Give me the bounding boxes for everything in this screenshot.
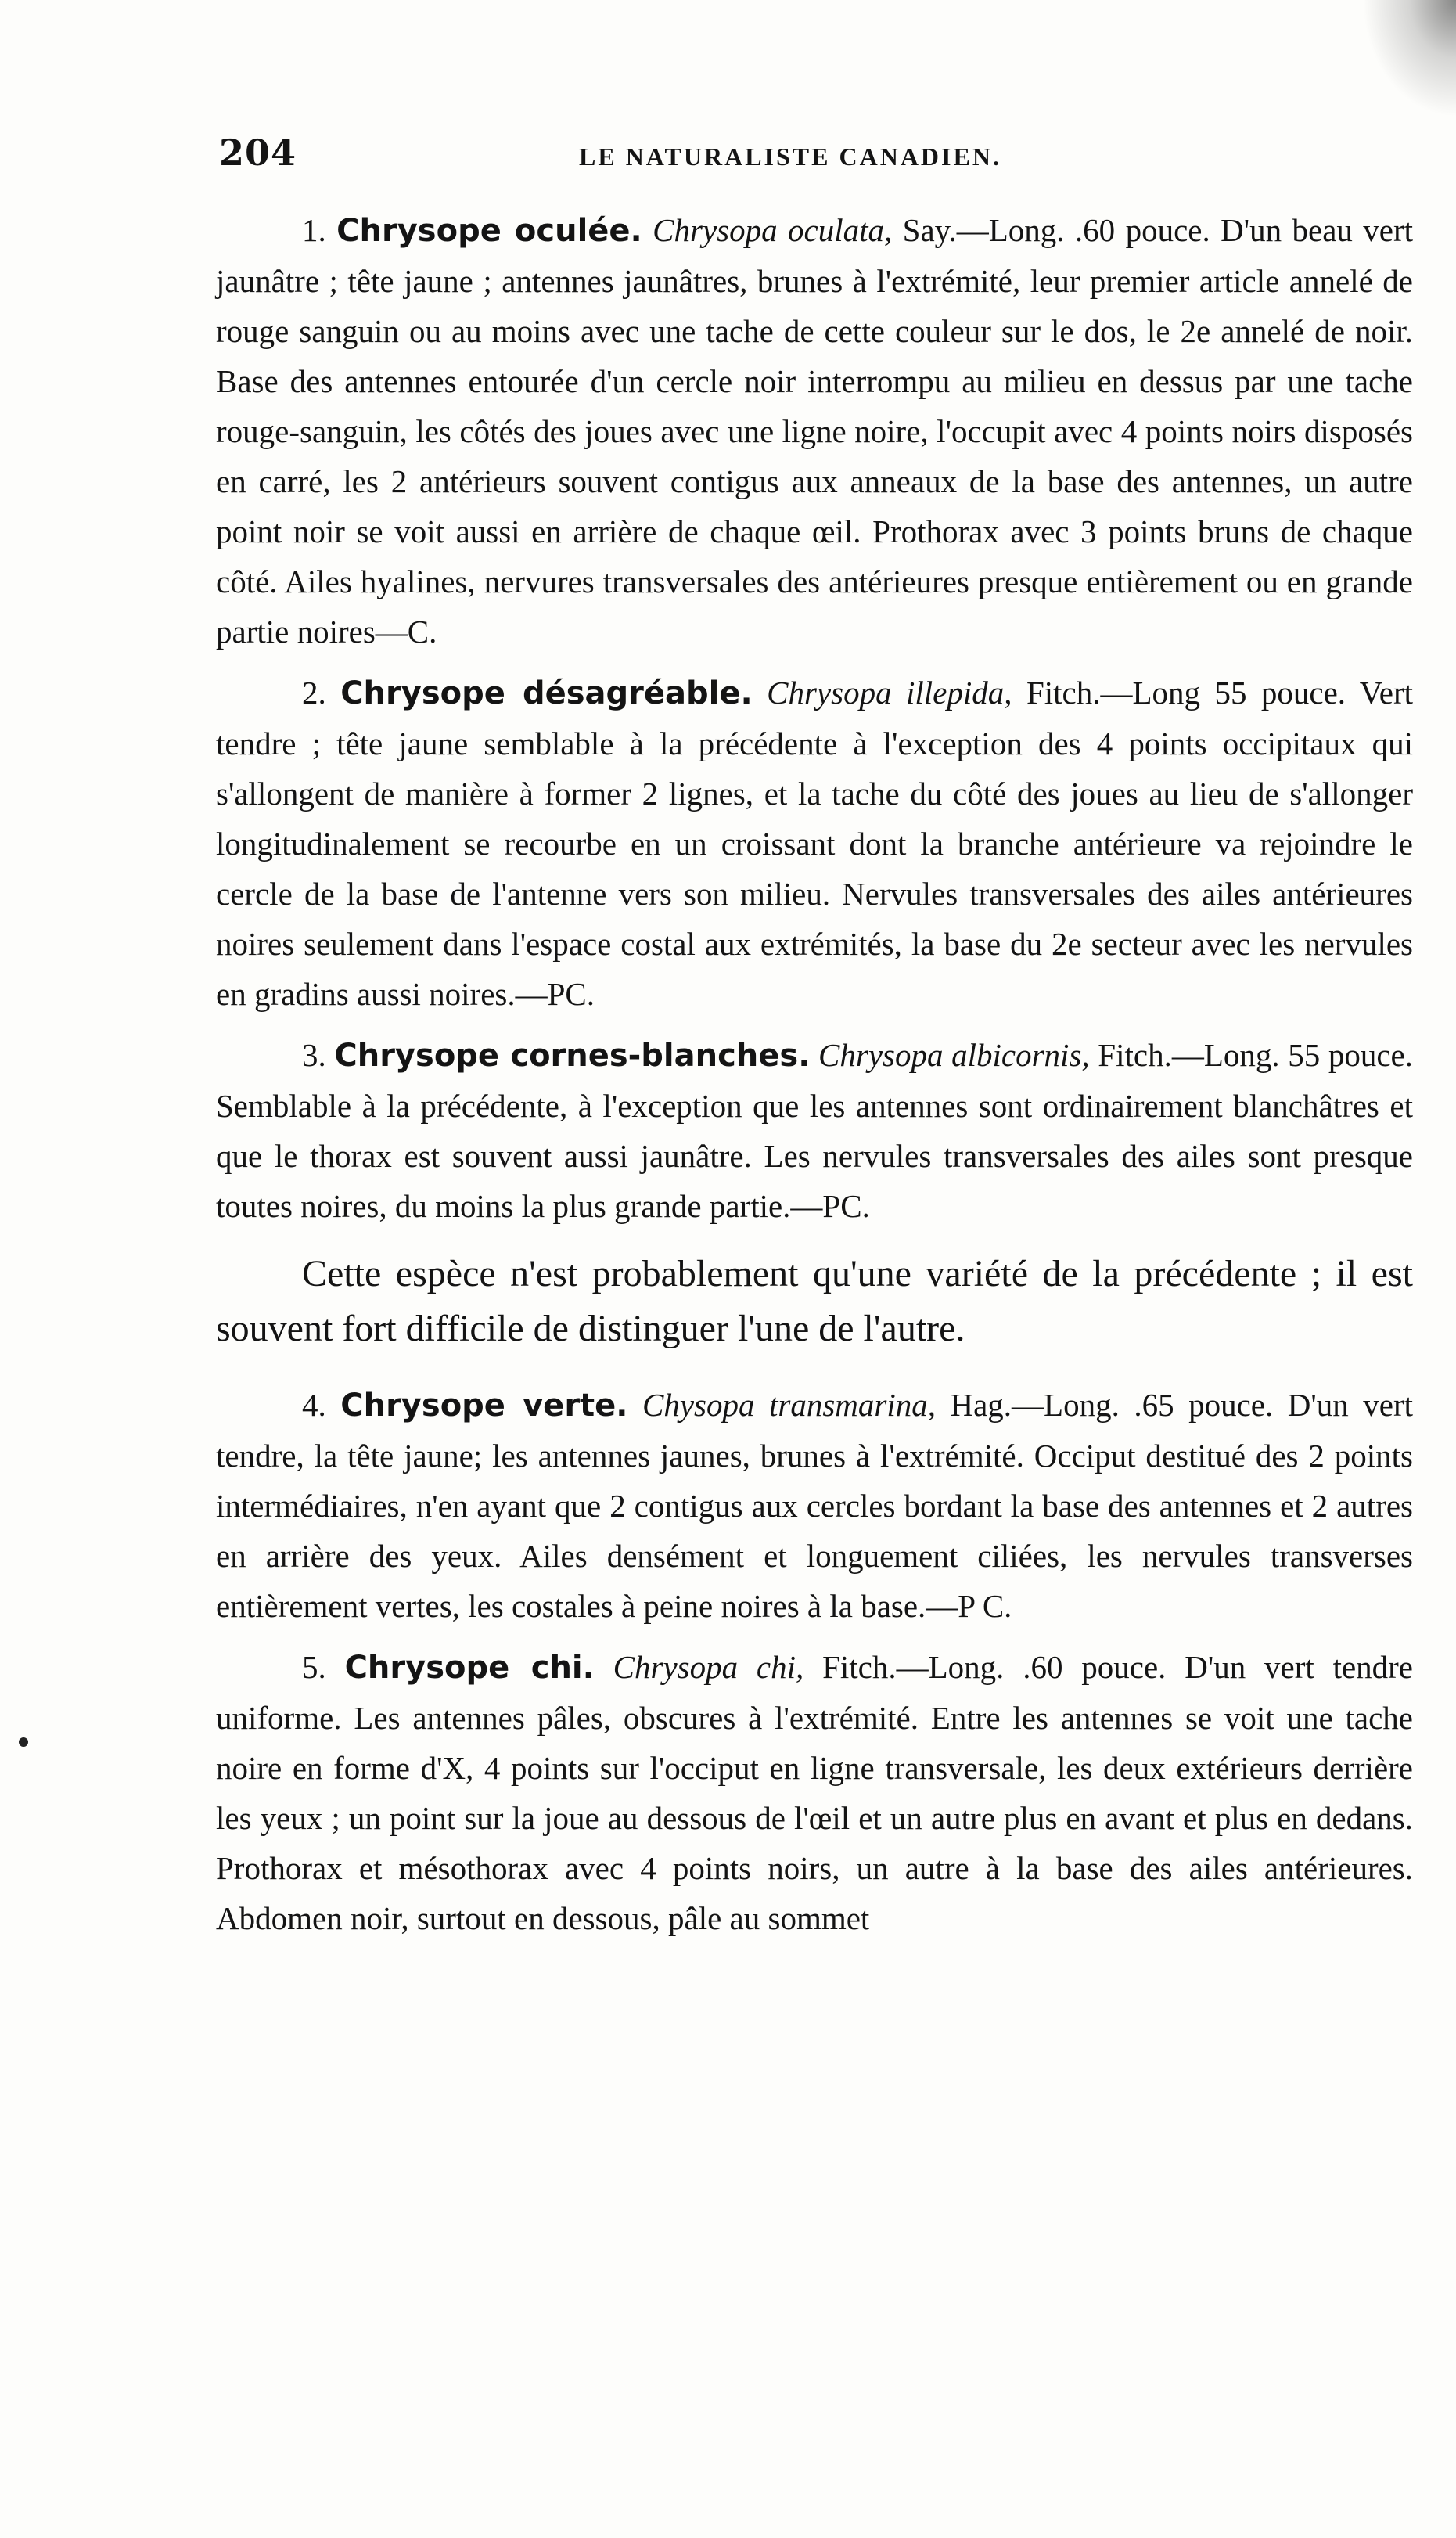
latin-name: Chrysopa albicornis, [818,1037,1090,1073]
editorial-note: Cette espèce n'est probablement qu'une variété de la précédente ; il est souvent fort difficile de distinguer l'une de l'autre. [216,1253,1413,1349]
latin-name: Chrysopa illepida, [767,675,1012,711]
ink-speck [19,1737,28,1747]
entry-number: 4. [302,1387,326,1423]
latin-name: Chysopa transmarina, [642,1387,936,1423]
latin-name: Chrysopa chi, [613,1649,804,1685]
entry-description: Fitch.—Long. 55 pouce. Semblable à la précédente, à l'exception que les antennes sont ordinairement blanchâtres et que le thorax est souvent aussi jaunâtre. Les nervules transversales des ailes sont presque toutes noires, du moins la plus grande partie.—PC. [216,1037,1413,1224]
page-body [216,205,1413,1954]
common-name: Chrysope désagréable. [340,675,753,711]
scan-shadow [1362,0,1456,117]
species-entry-5 [216,1642,1413,1943]
entry-description: Fitch.—Long. .60 pouce. D'un vert tendre uniforme. Les antennes pâles, obscures à l'extrémité. Entre les antennes se voit une tache noire en forme d'X, 4 points sur l'occiput en ligne transversale, les deux extérieurs derrière les yeux ; un point sur la joue au dessous de l'œil et un autre plus en avant et plus en dedans. Prothorax et mésothorax avec 4 points noirs, un autre à la base des ailes antérieures. Abdomen noir, surtout en dessous, pâle au sommet [216,1649,1414,1936]
latin-name: Chrysopa oculata, [653,212,893,248]
common-name: Chrysope chi. [344,1650,595,1686]
entry-description: Hag.—Long. .65 pouce. D'un vert tendre, la tête jaune; les antennes jaunes, brunes à l'extrémité. Occiput destitué des 2 points intermédiaires, n'en ayant que 2 contigus aux cercles bordant la base des antennes et 2 autres en arrière des yeux. Ailes densément et longuement ciliées, les nervules transverses entièrement vertes, les costales à peine noires à la base.—P C. [216,1387,1413,1624]
entry-number: 3. [302,1037,326,1073]
running-head: LE NATURALISTE CANADIEN. [579,142,1001,171]
entry-description: Say.—Long. .60 pouce. D'un beau vert jaunâtre ; tête jaune ; antennes jaunâtres, brunes à l'extrémité, leur premier article annelé de rouge sanguin ou au moins avec une tache de cette couleur sur le dos, le 2e annelé de noir. Base des antennes entourée d'un cercle noir interrompu au milieu en dessus par une tache rouge-sanguin, les côtés des joues avec une ligne noire, l'occupit avec 4 points noirs disposés en carré, les 2 antérieurs souvent contigus aux anneaux de la base des antennes, un autre point noir se voit aussi en arrière de chaque œil. Prothorax avec 3 points bruns de chaque côté. Ailes hyalines, nervures transversales des antérieures presque entièrement ou en grande partie noires—C. [216,212,1414,650]
species-entry-2 [216,668,1413,1019]
common-name: Chrysope verte. [340,1388,628,1424]
entry-number: 2. [302,675,326,711]
common-name: Chrysope oculée. [336,213,642,249]
common-name: Chrysope cornes-blanches. [334,1038,811,1074]
page-header [219,131,1408,178]
entry-description: Fitch.—Long 55 pouce. Vert tendre ; tête jaune semblable à la précédente à l'exception des 4 points occipitaux qui s'allongent de manière à former 2 lignes, et la tache du côté des joues au lieu de s'allonger longitudinalement se recourbe en un croissant dont la branche antérieure va rejoindre le cercle de la base de l'antenne vers son milieu. Nervules transversales des ailes antérieures noires seulement dans l'espace costal aux extrémités, la base du 2e secteur avec les nervules en gradins aussi noires.—PC. [216,675,1414,1012]
species-entry-1 [216,205,1413,657]
species-entry-4 [216,1380,1413,1631]
page-number: 204 [219,131,297,174]
species-entry-3 [216,1030,1413,1231]
entry-number: 1. [302,212,326,248]
entry-number: 5. [302,1649,326,1685]
